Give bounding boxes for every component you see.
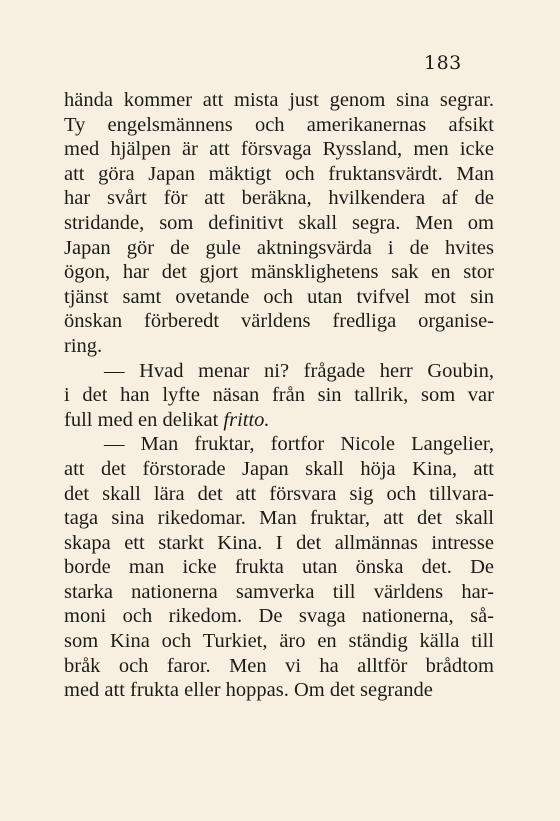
text-line: önskan förberedt världens fredliga organise- [64,310,494,333]
page-number: 183 [424,52,462,74]
text-line: skapa ett starkt Kina. I det allmännas intresse [64,531,494,554]
text-line: stridande, som definitivt skall segra. Men om [64,211,494,234]
text-line: Ty engelsmännens och amerikanernas afsikt [64,113,494,136]
text-line: bråk och faror. Men vi ha alltför brådtom [64,654,494,677]
text-line: ring. [64,334,103,357]
text-line: med hjälpen är att försvaga Ryssland, men icke [64,138,494,161]
text-line: moni och rikedom. De svaga nationerna, så- [64,605,494,628]
text-line: — Man fruktar, fortfor Nicole Langelier, [104,433,494,456]
text-line: hända kommer att mista just genom sina segrar. [64,89,494,111]
text-line: starka nationerna samverka till världens har- [64,580,494,603]
text-line: det skall lära det att försvara sig och tillvara- [64,482,494,505]
text-line: taga sina rikedomar. Man fruktar, att det skall [64,507,494,530]
text-line: ögon, har det gjort mänsklighetens sak en stor [64,261,494,284]
text-line: att göra Japan mäktigt och fruktansvärdt. Man [64,162,494,185]
text-line: som Kina och Turkiet, äro en ständig källa till [64,630,494,653]
text-line-with-italic [64,408,494,433]
text-line: med att frukta eller hoppas. Om det segrande [64,679,433,702]
italic-word: fritto. [223,408,270,431]
text-line: i det han lyfte näsan från sin tallrik, som var [64,384,494,407]
text-line: har svårt för att beräkna, hvilkendera af de [64,187,494,210]
text-line: borde man icke frukta utan önska det. De [64,556,494,579]
text-fragment: full med en delikat [64,408,219,431]
text-line: tjänst samt ovetande och utan tvifvel mot sin [64,285,494,308]
text-line: att det förstorade Japan skall höja Kina, att [64,457,494,480]
body-text [64,88,494,703]
text-line: — Hvad menar ni? frågade herr Goubin, [104,359,494,382]
text-line: Japan gör de gule aktningsvärda i de hvites [64,236,494,259]
